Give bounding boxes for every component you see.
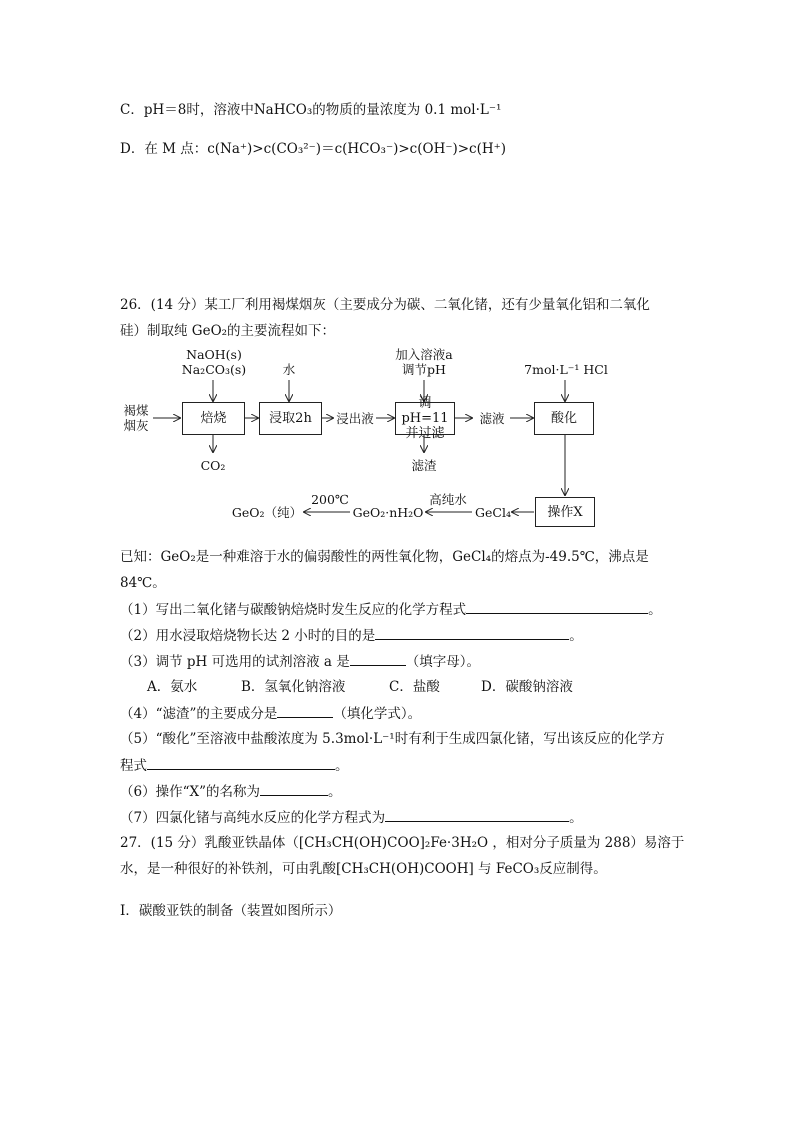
option-d: D．在 M 点：c(Na⁺)>c(CO₃²⁻)＝c(HCO₃⁻)>c(OH⁻)>c(H⁺) <box>120 141 507 157</box>
question-6 <box>120 781 342 802</box>
question-2-text: （2）用水浸取焙烧物长达 2 小时的目的是 <box>120 628 376 644</box>
question-2 <box>120 625 583 646</box>
roast-reagents-label: NaOH(s) Na₂CO₃(s) <box>181 347 247 377</box>
answer-blank-5[interactable] <box>147 755 335 770</box>
question-5-text: 程式 <box>120 758 147 774</box>
period: 。 <box>569 628 583 644</box>
option-b: B．氢氧化钠溶液 <box>241 679 346 695</box>
pure-water-label: 高纯水 <box>429 492 467 507</box>
adjust-ph-box: 调pH=11 并过滤 <box>395 402 455 435</box>
add-solution-a-label: 加入溶液a 调节pH <box>395 347 453 377</box>
option-a: A．氨水 <box>147 679 198 695</box>
hydrate-label: GeO₂·nH₂O <box>352 505 424 520</box>
question-4 <box>120 703 421 724</box>
roast-box: 焙烧 <box>182 402 245 435</box>
temperature-label: 200℃ <box>311 492 349 507</box>
question-1 <box>120 599 662 620</box>
question-5-line1: （5）“酸化”至溶液中盐酸浓度为 5.3mol·L⁻¹时有利于生成四氯化锗，写出该反应的化学方 <box>120 731 665 747</box>
question-3 <box>120 651 480 672</box>
process-flow-diagram <box>120 340 680 530</box>
q26-intro-line2: 硅）制取纯 GeO₂的主要流程如下： <box>120 323 336 339</box>
question-3-options <box>147 677 573 697</box>
question-5-line2 <box>120 755 349 776</box>
period: 。 <box>569 810 583 826</box>
operation-x-box: 操作X <box>535 497 595 527</box>
answer-blank-6[interactable] <box>260 781 328 796</box>
answer-blank-7[interactable] <box>385 807 569 822</box>
question-3-text: （3）调节 pH 可选用的试剂溶液 a 是 <box>120 654 350 670</box>
option-c: C．pH＝8时，溶液中NaHCO₃的物质的量浓度为 0.1 mol·L⁻¹ <box>120 102 502 118</box>
q27-intro-line2: 水，是一种很好的补铁剂，可由乳酸[CH₃CH(OH)COOH] 与 FeCO₃反应制得。 <box>120 861 607 877</box>
hcl-label: 7mol·L⁻¹ HCl <box>524 362 608 377</box>
known-line1: 已知：GeO₂是一种难溶于水的偏弱酸性的两性氧化物，GeCl₄的熔点为-49.5℃，沸点是 <box>120 549 649 565</box>
leachate-label: 浸出液 <box>336 411 374 426</box>
raw-material-label: 褐煤烟灰 <box>123 403 149 433</box>
period: 。 <box>328 784 342 800</box>
answer-blank-4[interactable] <box>277 703 333 718</box>
question-7-text: （7）四氯化锗与高纯水反应的化学方程式为 <box>120 810 386 826</box>
question-4-text: （4）“滤渣”的主要成分是 <box>120 706 278 722</box>
question-4-tail: （填化学式）。 <box>333 706 422 722</box>
question-7 <box>120 807 583 828</box>
leach-box: 浸取2h <box>259 402 322 435</box>
question-6-text: （6）操作“X”的名称为 <box>120 784 261 800</box>
answer-blank-3[interactable] <box>350 651 406 666</box>
co2-label: CO₂ <box>200 458 226 473</box>
question-1-text: （1）写出二氧化锗与碳酸钠焙烧时发生反应的化学方程式 <box>120 602 467 618</box>
q26-intro-line1: 26．(14 分）某工厂利用褐煤烟灰（主要成分为碳、二氧化锗，还有少量氧化铝和二氧化 <box>120 297 650 313</box>
q27-intro-line1: 27．(15 分）乳酸亚铁晶体（[CH₃CH(OH)COO]₂Fe·3H₂O ，相对分子质量为 288）易溶于 <box>120 835 685 851</box>
gecl4-label: GeCl₄ <box>475 505 511 520</box>
known-line2: 84℃。 <box>120 575 166 591</box>
option-d-reagent: D．碳酸钠溶液 <box>481 679 573 695</box>
period: 。 <box>648 602 662 618</box>
option-c-reagent: C．盐酸 <box>389 679 440 695</box>
product-label: GeO₂（纯） <box>231 505 303 520</box>
answer-blank-2[interactable] <box>375 625 569 640</box>
filtrate-label: 滤液 <box>479 411 505 426</box>
part-1-heading: I．碳酸亚铁的制备（装置如图所示） <box>120 903 342 919</box>
question-3-tail: （填字母）。 <box>405 654 480 670</box>
water-label: 水 <box>282 362 296 377</box>
answer-blank-1[interactable] <box>466 599 648 614</box>
residue-label: 滤渣 <box>411 458 437 473</box>
period: 。 <box>335 758 349 774</box>
acidify-box: 酸化 <box>534 402 594 435</box>
